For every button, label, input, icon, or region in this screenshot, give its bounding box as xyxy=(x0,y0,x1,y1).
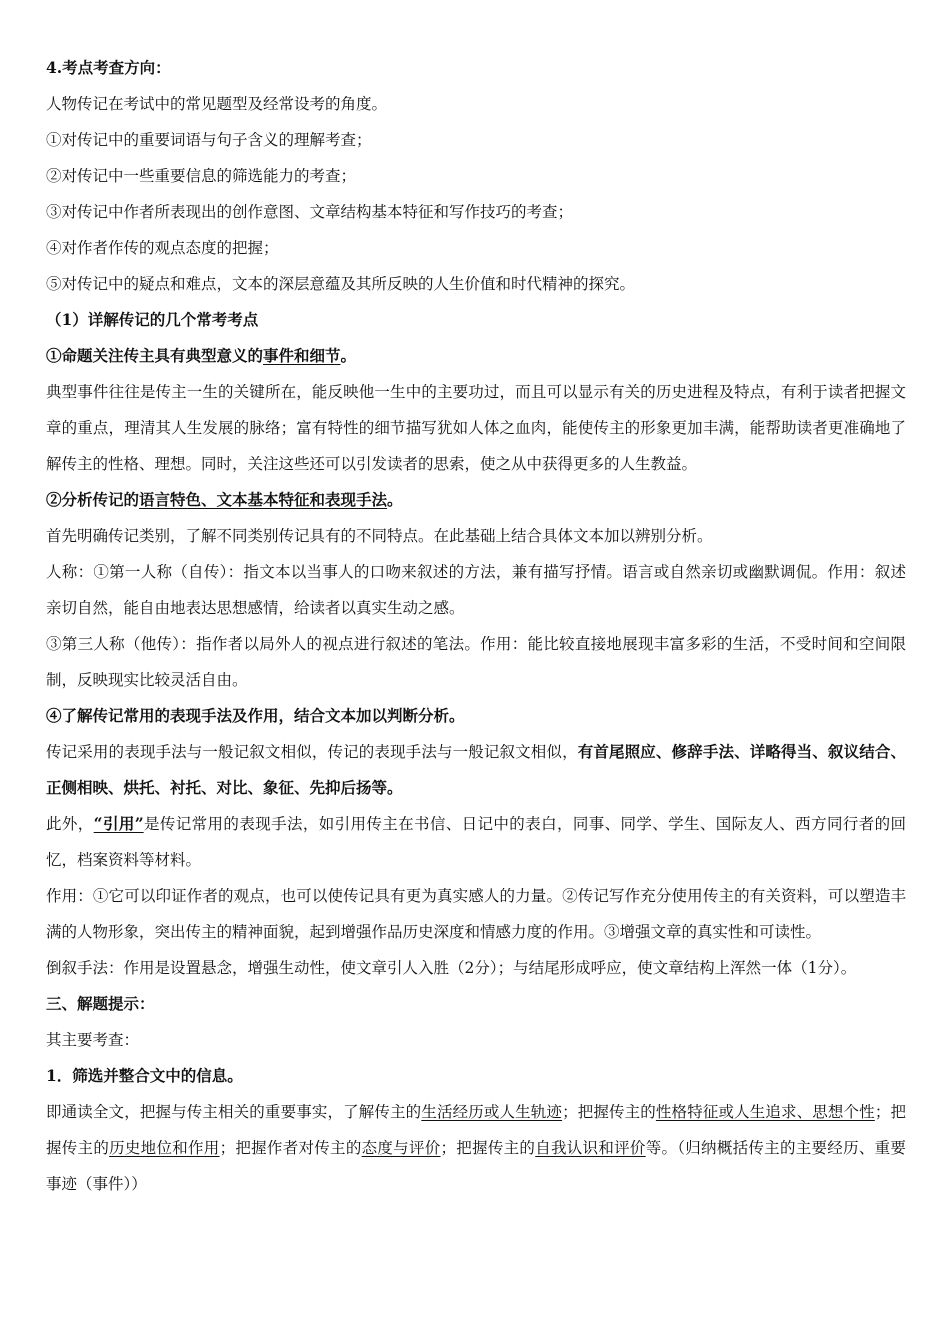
keypoint-4-title: ④了解传记常用的表现手法及作用，结合文本加以判断分析。 xyxy=(46,706,465,725)
keypoint-1-suffix: 。 xyxy=(340,346,357,365)
point-4: ④对作者作传的观点态度的把握； xyxy=(46,239,279,257)
keypoint-1-text: 典型事件往往是传主一生的关键所在，能反映他一生中的主要功过，而且可以显示有关的历史进程及特点，有利于读者把握文章的重点，理清其人生发展的脉络；富有特性的细节描写犹如人体之血肉，能使传主的形象更加丰满，能帮助读者更准确地了解传主的性格、理想。同时，关注这些还可以引发读者的思索，使之从中获得更多的人生教益。 xyxy=(46,383,906,473)
keypoint-1-title xyxy=(46,338,906,374)
keypoint-1-underlined: 事件和细节 xyxy=(263,346,341,365)
effect-text: 作用：①它可以印证作者的观点，也可以使传记具有更为真实感人的力量。②传记写作充分使用传主的有关资料，可以塑造丰满的人物形象，突出传主的精神面貌，起到增强作品历史深度和情感力度的作用。③增强文章的真实性和可读性。 xyxy=(46,887,906,941)
keypoint-2-suffix: 。 xyxy=(387,490,403,509)
task-1-title: 1．筛选并整合文中的信息。 xyxy=(46,1066,243,1085)
task-1-part: ；把握作者对传主的 xyxy=(219,1139,362,1157)
task-1-underlined: 性格特征或人生追求、思想个性 xyxy=(655,1103,875,1121)
document-page xyxy=(46,50,906,1202)
keypoint-2-text: 首先明确传记类别，了解不同类别传记具有的不同特点。在此基础上结合具体文本加以辨别分析。 xyxy=(46,527,713,545)
point-3: ③对传记中作者所表现出的创作意图、文章结构基本特征和写作技巧的考查； xyxy=(46,203,574,221)
keypoint-1-prefix: ①命题关注传主具有典型意义的 xyxy=(46,346,264,365)
subsection-title: （1）详解传记的几个常考考点 xyxy=(46,310,259,329)
quote-term: “引用” xyxy=(93,814,144,833)
intro-text: 人物传记在考试中的常见题型及经常设考的角度。 xyxy=(46,95,388,113)
point-1: ①对传记中的重要词语与句子含义的理解考查； xyxy=(46,131,372,149)
keypoint-2-title xyxy=(46,482,906,518)
task-1-underlined: 生活经历或人生轨迹 xyxy=(421,1103,563,1121)
heading-exam-directions: 4.考点考查方向： xyxy=(46,58,171,77)
quote-suffix: 是传记常用的表现手法，如引用传主在书信、日记中的表白，同事、同学、学生、国际友人、西方同行者的回忆，档案资料等材料。 xyxy=(46,815,906,869)
third-person-text: ③第三人称（他传）：指作者以局外人的视点进行叙述的笔法。作用：能比较直接地展现丰富多彩的生活，不受时间和空间限制，反映现实比较灵活自由。 xyxy=(46,635,906,689)
task-1-underlined: 态度与评价 xyxy=(361,1139,441,1157)
point-2: ②对传记中一些重要信息的筛选能力的考查； xyxy=(46,167,357,185)
keypoint-4-plain: 传记采用的表现手法与一般记叙文相似，传记的表现手法与一般记叙文相似， xyxy=(46,743,578,761)
task-1-part: ；把握传主的 xyxy=(46,1103,906,1157)
task-1-part: 等。（归纳概括传主的主要经历、重要事迹（事件）） xyxy=(46,1139,906,1193)
flashback-text: 倒叙手法：作用是设置悬念，增强生动性，使文章引人入胜（2分）；与结尾形成呼应，使文章结构上浑然一体（1分）。 xyxy=(46,959,857,977)
task-1-underlined: 自我认识和评价 xyxy=(535,1139,646,1157)
keypoint-2-prefix: ②分析传记的 xyxy=(46,490,140,509)
section-3-intro: 其主要考查： xyxy=(46,1031,140,1049)
task-1-text xyxy=(46,1094,906,1202)
task-1-part: 即通读全文，把握与传主相关的重要事实，了解传主的 xyxy=(46,1103,422,1121)
keypoint-4-bold: 有首尾照应、修辞手法、详略得当、叙议结合、正侧相映、烘托、衬托、对比、象征、先抑后扬等。 xyxy=(46,742,906,797)
task-1-part: ；把握传主的 xyxy=(440,1139,536,1157)
first-person-text: 人称：①第一人称（自传）：指文本以当事人的口吻来叙述的方法，兼有描写抒情。语言或自然亲切或幽默调侃。作用：叙述亲切自然，能自由地表达思想感情，给读者以真实生动之感。 xyxy=(46,563,906,617)
task-1-part: ；把握传主的 xyxy=(562,1103,656,1121)
task-1-underlined: 历史地位和作用 xyxy=(109,1139,220,1157)
quote-prefix: 此外， xyxy=(46,815,94,833)
quote-text xyxy=(46,806,906,878)
keypoint-2-underlined: 语言特色、文本基本特征和表现手法 xyxy=(139,490,388,509)
point-5: ⑤对传记中的疑点和难点，文本的深层意蕴及其所反映的人生价值和时代精神的探究。 xyxy=(46,275,636,293)
section-3-title: 三、解题提示： xyxy=(46,994,155,1013)
keypoint-4-text xyxy=(46,734,906,806)
